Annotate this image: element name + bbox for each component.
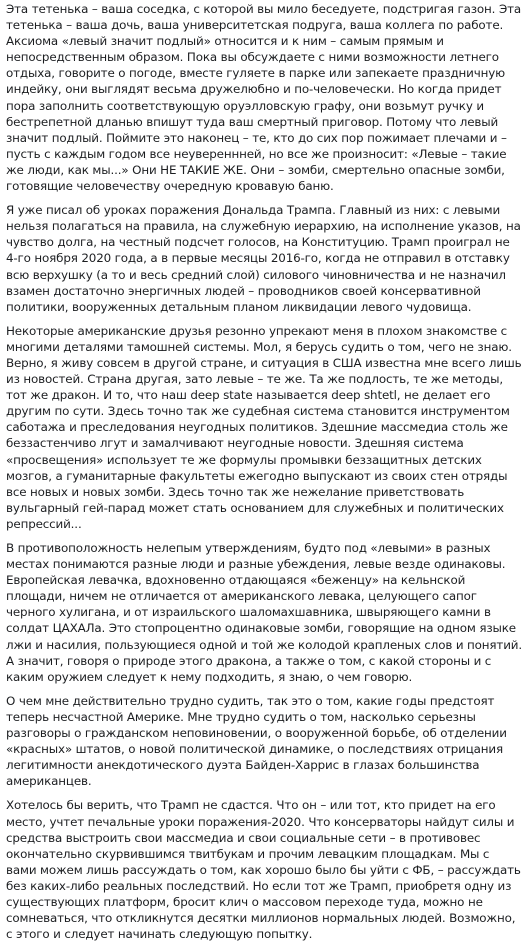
post-paragraph-5: О чем мне действительно трудно судить, так это о том, какие годы предстоят теперь несчастной Америке. Мне трудно судить о том, насколько серьезны разговоры о гражданском неповиновении, о вооруженной борьбе, об отделении «красных» штатов, о новой политической динамике, о последствиях отрицания легитимности анекдотического дуэта Байден-Харрис в глазах большинства американцев. (6, 693, 507, 789)
post-paragraph-1: Эта тетенька – ваша соседка, с которой вы мило беседуете, подстригая газон. Эта тетенька – ваша дочь, ваша университетская подруга, ваша коллега по работе. Аксиома «левый значит подлый» относится и к ним – самым прямым и непосредственным образом. Пока вы обсуждаете с ними возможности летнего отдыха, говорите о погоде, вместе гуляете в парке или запекаете праздничную индейку, они выглядят весьма дружелюбно и по-человечески. Но когда придет пора заполнить соответствующую оруэлловскую графу, они возьмут ручку и бестрепетной дланью впишут туда ваш смертный приговор. Потому что левый значит подлый. Поймите это наконец – те, кто до сих пор пожимает плечами и – пусть с каждым годом все неувереннней, но все же произносит: «Левые – такие же люди, как мы...» Они НЕ ТАКИЕ ЖЕ. Они – зомби, смертельно опасные зомби, готовящие человечеству очередную кровавую баню. (6, 2, 522, 194)
post-paragraph-2: Я уже писал об уроках поражения Дональда Трампа. Главный из них: с левыми нельзя полагаться на правила, на служебную иерархию, на исполнение указов, на чувство долга, на честный подсчет голосов, на Конституцию. Трамп проиграл не 4-го ноября 2020 года, а в первые месяцы 2016-го, когда не отправил в отставку всю верхушку (а то и весь средний слой) силового чиновничества и не назначил взамен достаточно энергичных людей – проводников своей консервативной политики, вооруженных детальным планом ликвидации левого чудовища. (6, 203, 521, 314)
post-paragraph-3: Некоторые американские друзья резонно упрекают меня в плохом знакомстве с многими деталями тамошней системы. Мол, я берусь судить о том, чего не знаю. Верно, я живу совсем в другой стране, и ситуация в США известна мне всего лишь из новостей. Страна другая, зато левые – те же. Та же подлость, те же методы, тот же дракон. И то, что наш deep state называется deep shtetl, не делает его другим по сути. Здесь точно так же судебная система становится инструментом саботажа и преследования неугодных политиков. Здешние массмедиа столь же беззастенчиво лгут и замалчивают неугодные новости. Здешняя система «просвещения» использует те же формулы промывки беззащитных детских мозгов, а гуманитарные факультеты ежегодно выпускают из своих стен отряды все новых и новых зомби. Здесь точно так же нежелание приветствовать вульгарный гей-парад может стать основанием для служебных и политических репрессий... (6, 323, 522, 531)
post-paragraph-4: В противоположность нелепым утверждениям, будто под «левыми» в разных местах понимаются разные люди и разные убеждения, левые везде одинаковы. Европейская левачка, вдохновенно отдающаяся «беженцу» на кельнской площади, ничем не отличается от американского левака, целующего сапог черного хулигана, и от израильского шаломахшавника, швыряющего камни в солдат ЦАХАЛа. Это стопроцентно одинаковые зомби, говорящие на одном языке лжи и насилия, пользующиеся одной и той же колодой крапленых слов и понятий. А значит, говоря о природе этого дракона, а также о том, с какой стороны и с каким оружием следует к нему подходить, я знаю, о чем говорю. (6, 541, 522, 684)
post-paragraph-6: Хотелось бы верить, что Трамп не сдастся. Что он – или тот, кто придет на его место, учтет печальные уроки поражения-2020. Что консерваторы найдут силы и средства выстроить свои массмедиа и свои социальные сети – в противовес окончательно скурвившимся твитбукам и прочим левацким площадкам. Мы с вами можем лишь рассуждать о том, как хорошо было бы уйти с ФБ, – рассуждать без каких-либо реальных последствий. Но если тот же Трамп, приобретя одну из существующих платформ, бросит клич о массовом переходе туда, можно не сомневаться, что откликнутся десятки миллионов нормальных людей. Возможно, с этого и следует начинать следующую попытку. (6, 798, 521, 942)
